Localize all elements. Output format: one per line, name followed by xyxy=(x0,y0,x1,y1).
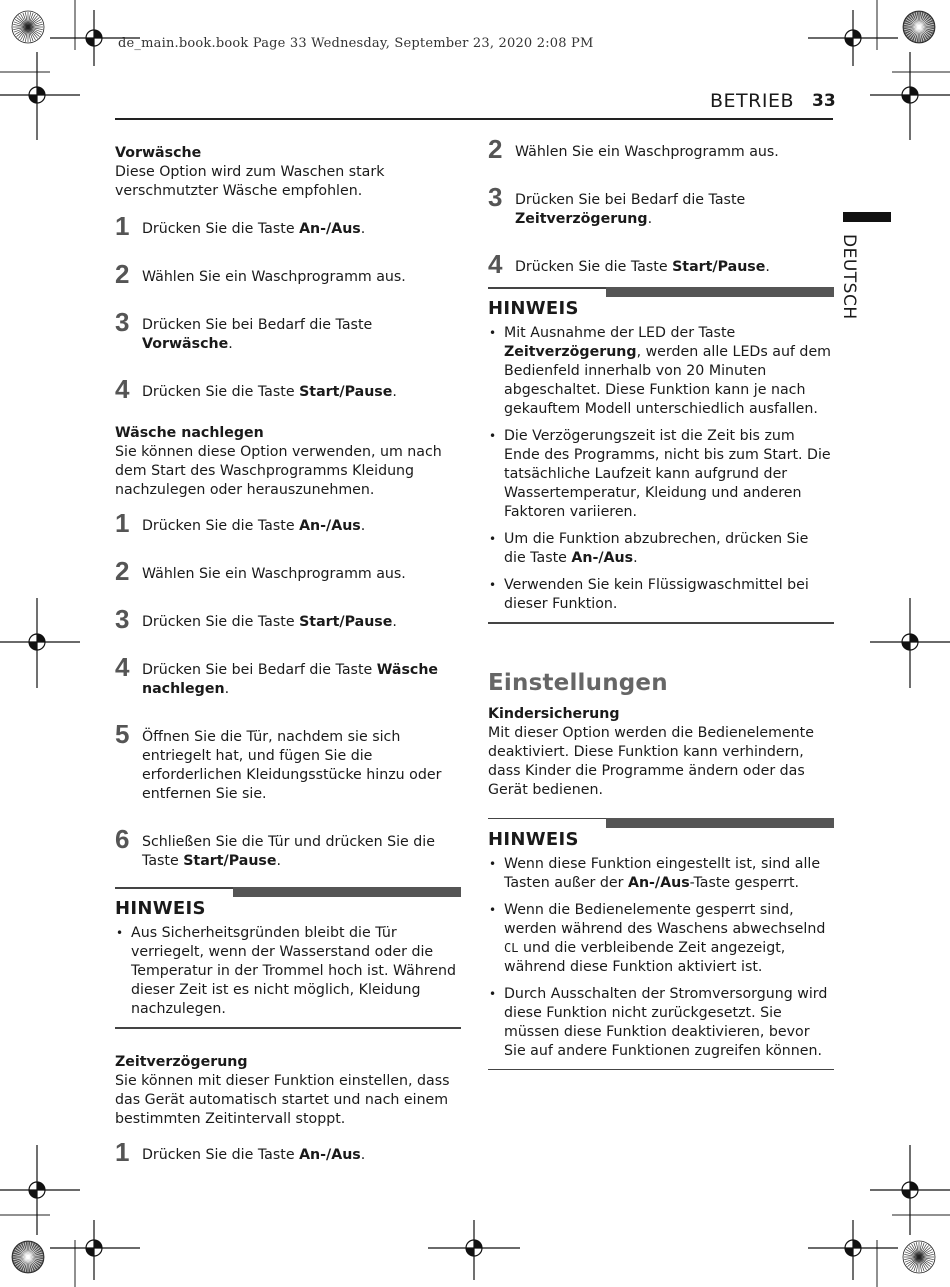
text: . xyxy=(360,1146,366,1163)
step-5 xyxy=(115,721,461,804)
text: . xyxy=(392,384,397,400)
key-name: Start/Pause xyxy=(183,853,277,869)
step-text xyxy=(515,251,770,277)
key-name: Start/Pause xyxy=(299,614,393,630)
text: . xyxy=(360,518,366,534)
step-text xyxy=(142,261,406,287)
step-number: 6 xyxy=(115,824,130,854)
note-bar xyxy=(115,887,461,897)
section-subtitle-kindersicherung: Kindersicherung xyxy=(488,705,620,722)
note-list xyxy=(115,924,461,1019)
step-number: 2 xyxy=(115,259,130,289)
note-item xyxy=(488,530,834,568)
note-item: • Aus Sicherheitsgründen bleibt die Tür verriegelt, wenn der Wasserstand oder die Temperatur in der Trommel hoch ist. Während dieser Zeit ist es nicht möglich, Kleidung nachzulegen. xyxy=(115,924,461,1019)
step-3 xyxy=(488,184,834,229)
nachlegen-description: Sie können diese Option verwenden, um nach dem Start des Waschprogramms Kleidung nachzulegen oder herauszunehmen. xyxy=(115,444,442,498)
step-2 xyxy=(115,261,461,287)
text: Wählen Sie ein Waschprogramm aus. xyxy=(142,269,406,285)
step-4 xyxy=(115,654,461,699)
step-number: 3 xyxy=(115,307,130,337)
section-subtitle-zeitverzoegerung: Zeitverzögerung xyxy=(115,1053,248,1070)
key-name: Wäsche nachlegen xyxy=(142,662,439,697)
text: Schließen Sie die Tür und drücken Sie die Taste xyxy=(142,834,435,869)
text: Drücken Sie die Taste xyxy=(142,384,300,400)
step-4 xyxy=(488,251,834,277)
text: Durch Ausschalten der Stromversorgung wird diese Funktion nicht zurückgesetzt. Sie müssen diese Funktion deaktivieren, bevor Sie auf andere Funktionen zugreifen können. xyxy=(504,985,828,1059)
note-end-rule xyxy=(488,1069,834,1071)
text: Drücken Sie die Taste xyxy=(142,614,300,630)
note-end-rule xyxy=(115,1027,461,1029)
side-tab-language: DEUTSCH xyxy=(839,234,859,320)
text: . xyxy=(360,221,366,237)
text: . xyxy=(633,550,638,566)
text: Drücken Sie die Taste xyxy=(142,1146,300,1163)
text: und die verbleibende Zeit angezeigt, während diese Funktion aktiviert ist. xyxy=(504,939,786,975)
text: Verwenden Sie kein Flüssigwaschmittel bei dieser Funktion. xyxy=(504,577,809,612)
note-title: HINWEIS xyxy=(115,898,206,919)
key-name: An-/Aus xyxy=(299,1146,361,1163)
note-list xyxy=(488,855,834,1061)
text: Drücken Sie die Taste xyxy=(142,221,300,237)
section-subtitle-vorwaesche: Vorwäsche xyxy=(115,145,202,161)
step-1 xyxy=(115,510,461,536)
section-title-einstellungen: Einstellungen xyxy=(488,669,668,696)
text: Mit Ausnahme der LED der Taste xyxy=(504,325,736,341)
note-item xyxy=(488,324,834,419)
right-column xyxy=(488,136,834,1070)
book-info-line: de_main.book.book Page 33 Wednesday, September 23, 2020 2:08 PM xyxy=(118,36,594,51)
text: Wenn diese Funktion eingestellt ist, sind alle Tasten außer der xyxy=(504,855,821,891)
step-text xyxy=(142,721,461,804)
step-number: 3 xyxy=(488,182,503,212)
text: . xyxy=(224,681,230,697)
step-6 xyxy=(115,826,461,871)
step-text xyxy=(142,1139,365,1165)
step-text xyxy=(142,213,365,239)
left-column xyxy=(115,144,461,1165)
note-item xyxy=(488,427,834,522)
text: . xyxy=(647,211,653,227)
step-number: 5 xyxy=(115,719,130,749)
step-text xyxy=(515,184,834,229)
text: Um die Funktion abzubrechen, drücken Sie die Taste xyxy=(504,531,809,566)
zeitverzoegerung-steps-continued xyxy=(488,136,834,277)
text: Wählen Sie ein Waschprogramm aus. xyxy=(515,144,779,160)
note-bar xyxy=(488,818,834,828)
step-text xyxy=(142,826,461,871)
text: Wählen Sie ein Waschprogramm aus. xyxy=(142,566,406,582)
note-list xyxy=(488,324,834,614)
text: Öffnen Sie die Tür, nachdem sie sich entriegelt hat, und fügen Sie die erforderlichen Kleidungsstücke hinzu oder entfernen Sie sie. xyxy=(142,729,442,802)
hinweis-note-3 xyxy=(488,816,834,1071)
key-name: An-/Aus xyxy=(571,550,634,566)
text: Drücken Sie bei Bedarf die Taste xyxy=(515,192,746,208)
key-name: Vorwäsche xyxy=(142,336,229,352)
key-name: Start/Pause xyxy=(299,384,393,400)
step-1 xyxy=(115,213,461,239)
step-number: 2 xyxy=(488,134,503,164)
key-name: Zeitverzögerung xyxy=(504,344,637,360)
text: Drücken Sie bei Bedarf die Taste xyxy=(142,662,377,678)
section-subtitle-nachlegen: Wäsche nachlegen xyxy=(115,425,264,441)
key-name: Zeitverzögerung xyxy=(515,211,648,227)
text: Die Verzögerungszeit ist die Zeit bis zum Ende des Programms, nicht bis zum Start. Die tatsächliche Laufzeit kann aufgrund der Wassertemperatur, Kleidung und anderen Faktoren variieren. xyxy=(504,428,831,520)
nachlegen-steps xyxy=(115,510,461,871)
step-number: 3 xyxy=(115,604,130,634)
note-bar xyxy=(488,287,834,297)
header-rule xyxy=(115,118,833,120)
step-number: 4 xyxy=(115,374,130,404)
text: . xyxy=(392,614,397,630)
key-name: An-/Aus xyxy=(299,221,361,237)
vorwaesche-description: Diese Option wird zum Waschen stark verschmutzter Wäsche empfohlen. xyxy=(115,164,385,199)
side-tab-bar xyxy=(843,212,891,222)
step-number: 4 xyxy=(488,249,503,279)
step-3 xyxy=(115,606,461,632)
text: . xyxy=(228,336,233,352)
note-item xyxy=(488,855,834,893)
step-2 xyxy=(488,136,834,162)
step-text xyxy=(142,654,461,699)
text: , werden alle LEDs auf dem Bedienfeld innerhalb von 20 Minuten abgeschaltet. Diese Funktion kann je nach gekauftem Modell unterschiedlich ausfallen. xyxy=(504,344,831,417)
step-text xyxy=(142,510,365,536)
text: Drücken Sie die Taste xyxy=(515,259,673,275)
page-number: 33 xyxy=(812,91,836,111)
step-2 xyxy=(115,558,461,584)
zeitverzoegerung-steps xyxy=(115,1136,461,1167)
step-number: 2 xyxy=(115,556,130,586)
step-text xyxy=(142,376,397,402)
step-3 xyxy=(115,309,461,354)
note-item xyxy=(488,576,834,614)
step-text xyxy=(142,558,406,584)
note-title: HINWEIS xyxy=(488,298,579,319)
hinweis-note-1 xyxy=(115,885,461,1029)
step-text xyxy=(142,309,461,354)
key-name: An-/Aus xyxy=(299,518,361,534)
step-number: 1 xyxy=(115,508,130,538)
zeitverzoegerung-description: Sie können mit dieser Funktion einstellen, dass das Gerät automatisch startet und nach einem bestimmten Zeitintervall stoppt. xyxy=(115,1072,450,1127)
text: -Taste gesperrt. xyxy=(689,874,800,891)
step-1 xyxy=(115,1136,461,1167)
note-item xyxy=(488,985,834,1061)
step-number: 1 xyxy=(115,211,130,241)
key-name: An-/Aus xyxy=(627,874,690,891)
text: . xyxy=(765,259,770,275)
text: Wenn die Bedienelemente gesperrt sind, werden während des Waschens abwechselnd xyxy=(504,901,826,937)
display-glyph-cl: CL xyxy=(504,940,519,955)
note-end-rule xyxy=(488,622,834,624)
note-title: HINWEIS xyxy=(488,828,579,850)
text: . xyxy=(276,853,282,869)
step-text xyxy=(515,136,779,162)
page-header-title: BETRIEB xyxy=(710,90,794,112)
hinweis-note-2 xyxy=(488,285,834,624)
step-4 xyxy=(115,376,461,402)
text: Drücken Sie die Taste xyxy=(142,518,300,534)
key-name: Start/Pause xyxy=(672,259,766,275)
step-number: 1 xyxy=(115,1136,130,1167)
step-text xyxy=(142,606,397,632)
note-item xyxy=(488,901,834,977)
kindersicherung-description: Mit dieser Option werden die Bedienelemente deaktiviert. Diese Funktion kann verhindern, dass Kinder die Programme ändern oder das Gerät bedienen. xyxy=(488,724,814,798)
vorwaesche-steps xyxy=(115,213,461,402)
text: Drücken Sie bei Bedarf die Taste xyxy=(142,317,373,333)
step-number: 4 xyxy=(115,652,130,682)
